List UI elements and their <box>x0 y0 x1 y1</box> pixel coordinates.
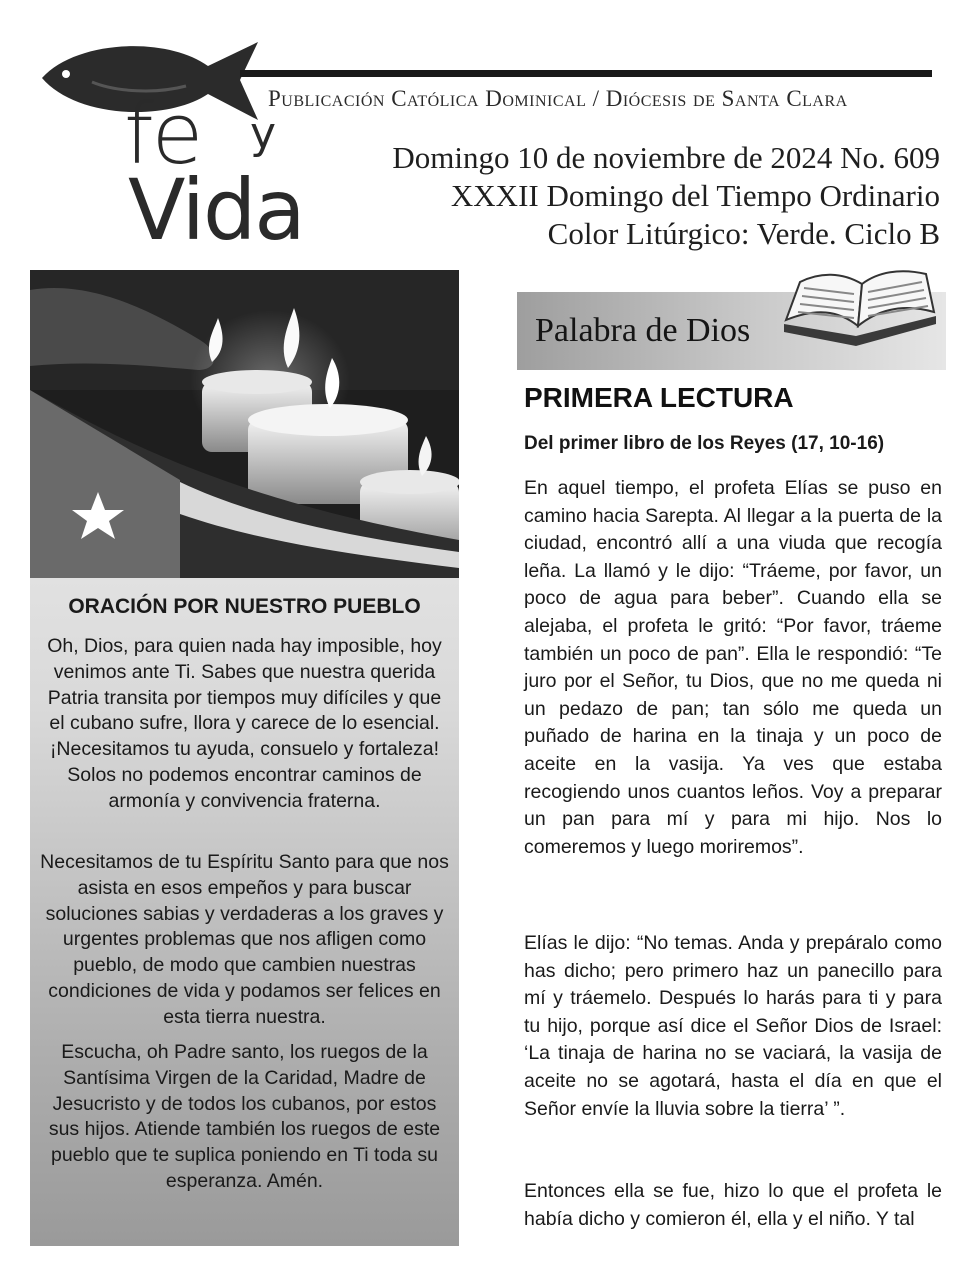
prayer-title: ORACIÓN POR NUESTRO PUEBLO <box>68 595 421 618</box>
logo-fe-text: fe <box>124 85 202 183</box>
prayer-paragraph: Oh, Dios, para quien nada hay imposible, hoy venimos ante Ti. Sabes que nuestra querida Patria transita por tiempos muy difíciles y que el cubano sufre, llora y carece de lo esencial. ¡Necesitamos tu ayuda, consuelo y fortaleza! Solos no podemos encontrar caminos de armonía y convivencia fraterna. <box>47 635 442 812</box>
logo-y-text: y <box>250 108 277 159</box>
publisher-line: Publicación Católica Dominical / Diócesis de Santa Clara <box>268 86 848 111</box>
open-bible-icon <box>776 264 946 354</box>
liturgical-color-cycle: Color Litúrgico: Verde. Ciclo B <box>547 216 940 251</box>
prayer-paragraph: Necesitamos de tu Espíritu Santo para que nos asista en esos empeños y para buscar soluciones sabias y verdaderas a los graves y urgentes problemas que nos afligen como pueblo, de modo que cambien nuestras condiciones de vida y podamos ser felices en esta tierra nuestra. <box>40 851 449 1028</box>
prayer-paragraph: Escucha, oh Padre santo, los ruegos de la Santísima Virgen de la Caridad, Madre de Jesucristo y de todos los cubanos, por estos sus hijos. Atiende también los ruegos de este pueblo que te suplica poniendo en Ti toda su esperanza. Amén. <box>48 1041 441 1192</box>
reading-paragraph: Entonces ella se fue, hizo lo que el profeta le había dicho y comieron él, ella y el niño. Y tal <box>524 1180 942 1230</box>
reading-source: Del primer libro de los Reyes (17, 10-16) <box>524 433 885 454</box>
liturgical-sunday: XXXII Domingo del Tiempo Ordinario <box>450 178 940 213</box>
reading-paragraph: En aquel tiempo, el profeta Elías se puso en camino hacia Sarepta. Al llegar a la puerta de la ciudad, encontró allí a una viuda que recogía leña. La llamó y le dijo: “Tráeme, por favor, un poco de agua para beber”. Cuando ella se alejaba, el profeta le gritó: “Por favor, tráeme también un poco de pan”. Ella le respondió: “Te juro por el Señor, tu Dios, que no me queda ni un pedazo de pan; tan sólo me queda un puñado de harina en la tinaja y un poco de aceite en la vasija. Ya ves que estaba recogiendo unos cuantos leños. Voy a preparar un pan para mí y para mi hijo. Nos lo comeremos y luego moriremos”. <box>524 477 942 858</box>
section-banner-title: Palabra de Dios <box>535 312 751 349</box>
issue-date-number: Domingo 10 de noviembre de 2024 No. 609 <box>392 140 940 175</box>
candles-flag-photo <box>30 270 459 578</box>
prayer-column <box>30 270 459 1246</box>
header-rule <box>240 70 932 77</box>
reading-heading: PRIMERA LECTURA <box>524 382 794 413</box>
reading-paragraph: Elías le dijo: “No temas. Anda y prepáralo como has dicho; pero primero haz un panecillo para mí y tráemelo. Después lo harás para ti y para tu hijo, porque así dice el Señor Dios de Israel: ‘La tinaja de harina no se vaciará, la vasija de aceite no se agotará, hasta el día en que el Señor envíe la lluvia sobre la tierra’ ”. <box>524 932 942 1120</box>
logo-vida-text: Vida <box>128 161 304 259</box>
